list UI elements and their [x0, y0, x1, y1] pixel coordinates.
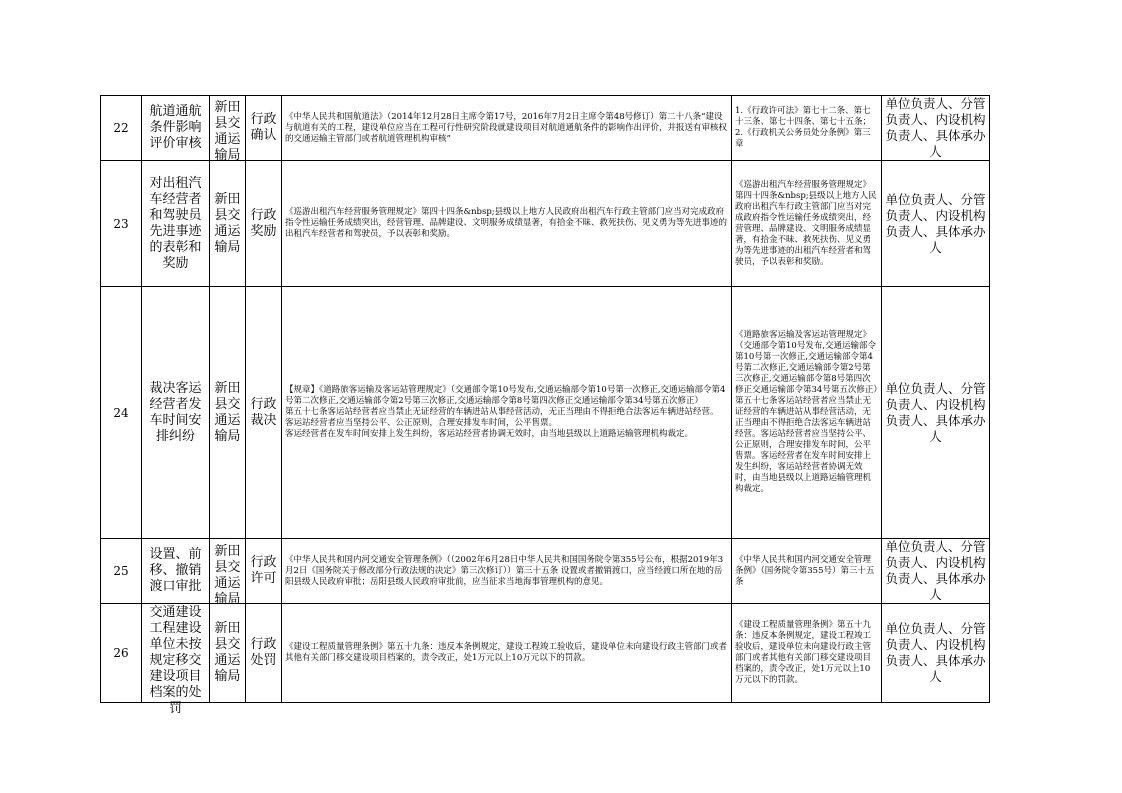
row-number: 26: [101, 604, 142, 703]
legal-basis: 《中华人民共和国航道法》（2014年12月28日主席令第17号，2016年7月2日主席令第48号修订）第二十八条“建设与航道有关的工程，建设单位应当在工程可行性研究阶段就建设项目对航道通航条件的影响作出评价，并报送有审核权的交通运输主管部门或者航道管理机构审核”: [282, 96, 732, 161]
power-type: 行政许可: [246, 539, 282, 604]
power-type: 行政裁决: [246, 287, 282, 539]
item-name: 裁决客运经营者发车时间安排纠纷: [142, 287, 210, 539]
row-number: 25: [101, 539, 142, 604]
implementing-agency: 新田县交通运输局: [210, 287, 246, 539]
item-name: 航道通航条件影响评价审核: [142, 96, 210, 161]
liability-basis: 《建设工程质量管理条例》第五十九条：违反本条例规定，建设工程竣工验收后，建设单位未向建设行政主管部门或者其他有关部门移交建设项目档案的，责令改正，处1万元以上10万元以下的罚款。: [732, 604, 882, 703]
item-name: 交通建设工程建设单位未按规定移交建设项目档案的处罚: [142, 604, 210, 703]
liability-basis: 1.《行政许可法》第七十二条、第七十三条、第七十四条、第七十五条；2.《行政机关公务员处分条例》第三章: [732, 96, 882, 161]
liability-basis: 《中华人民共和国内河交通安全管理条例》（国务院令第355号）第三十五条: [732, 539, 882, 604]
table-row: [101, 96, 990, 161]
power-type: 行政确认: [246, 96, 282, 161]
row-number: 23: [101, 161, 142, 287]
legal-basis: 《巡游出租汽车经营服务管理规定》第四十四条&nbsp;县级以上地方人民政府出租汽车行政主管部门应当对完成政府指令性运输任务成绩突出，经营管理、品牌建设、文明服务成绩显著，有拾金不昧、救死扶伤、见义勇为等先进事迹的出租汽车经营者和驾驶员，予以表彰和奖励。: [282, 161, 732, 287]
legal-basis: 《中华人民共和国内河交通安全管理条例》（（2002年6月28日中华人民共和国国务院令第355号公布，根据2019年3月2日《国务院关于修改部分行政法规的决定》第三次修订））第三十五条 设置或者撤销渡口，应当经渡口所在地的岳阳县级人民政府审批；岳阳县级人民政府审批前，应当征求当地海事管理机构的意见。: [282, 539, 732, 604]
table-row: [101, 161, 990, 287]
responsible-persons: 单位负责人、分管负责人、内设机构负责人、具体承办人: [882, 96, 990, 161]
responsible-persons: 单位负责人、分管负责人、内设机构负责人、具体承办人: [882, 604, 990, 703]
table-row: [101, 287, 990, 539]
power-type: 行政处罚: [246, 604, 282, 703]
implementing-agency: 新田县交通运输局: [210, 96, 246, 161]
responsible-persons: 单位负责人、分管负责人、内设机构负责人、具体承办人: [882, 287, 990, 539]
table-row: [101, 604, 990, 703]
responsible-persons: 单位负责人、分管负责人、内设机构负责人、具体承办人: [882, 539, 990, 604]
table-row: [101, 539, 990, 604]
implementing-agency: 新田县交通运输局: [210, 539, 246, 604]
implementing-agency: 新田县交通运输局: [210, 604, 246, 703]
catalog-table: [100, 95, 990, 716]
row-number: 22: [101, 96, 142, 161]
row-number: 24: [101, 287, 142, 539]
implementing-agency: 新田县交通运输局: [210, 161, 246, 287]
liability-basis: 《道路旅客运输及客运站管理规定》（交通部令第10号发布,交通运输部令第10号第一次修正,交通运输部令第4号第二次修正,交通运输部令第2号第三次修正,交通运输部令第8号第四次修正交通运输部令第34号第五次修正）第五十七条客运站经营者应当禁止无证经营的车辆进站从事经营活动，无正当理由不得拒绝合法客运车辆进站经营。客运站经营者应当坚持公平、公正原则，合理安排发车时间，公平售票。客运经营者在发车时间安排上发生纠纷，客运站经营者协调无效时，由当地县级以上道路运输管理机构裁定。: [732, 287, 882, 539]
power-type: 行政奖励: [246, 161, 282, 287]
item-name: 对出租汽车经营者和驾驶员先进事迹的表彰和奖励: [142, 161, 210, 287]
liability-basis: 《巡游出租汽车经营服务管理规定》第四十四条&nbsp;县级以上地方人民政府出租汽车行政主管部门应当对完成政府指令性运输任务成绩突出，经营管理、品牌建设、文明服务成绩显著，有拾金不昧、救死扶伤、见义勇为等先进事迹的出租汽车经营者和驾驶员，予以表彰和奖励。: [732, 161, 882, 287]
item-name: 设置、前移、撤销渡口审批: [142, 539, 210, 604]
responsible-persons: 单位负责人、分管负责人、内设机构负责人、具体承办人: [882, 161, 990, 287]
legal-basis: 【规章】《道路旅客运输及客运站管理规定》（交通部令第10号发布,交通运输部令第10号第一次修正,交通运输部令第4号第二次修正,交通运输部令第2号第三次修正,交通运输部令第8号第四次修正交通运输部令第34号第五次修正） 第五十七条客运站经营者应当禁止无证经营的车辆进站从事经营活动，无正当理由不得拒绝合法客运车辆进站经营。 客运站经营者应当坚持公平、公正原则，合理安排发车时间，公平售票。 客运经营者在发车时间安排上发生纠纷，客运站经营者协调无效时，由当地县级以上道路运输管理机构裁定。: [282, 287, 732, 539]
legal-basis: 《建设工程质量管理条例》第五十九条：违反本条例规定，建设工程竣工验收后，建设单位未向建设行政主管部门或者其他有关部门移交建设项目档案的，责令改正，处1万元以上10万元以下的罚款。: [282, 604, 732, 703]
